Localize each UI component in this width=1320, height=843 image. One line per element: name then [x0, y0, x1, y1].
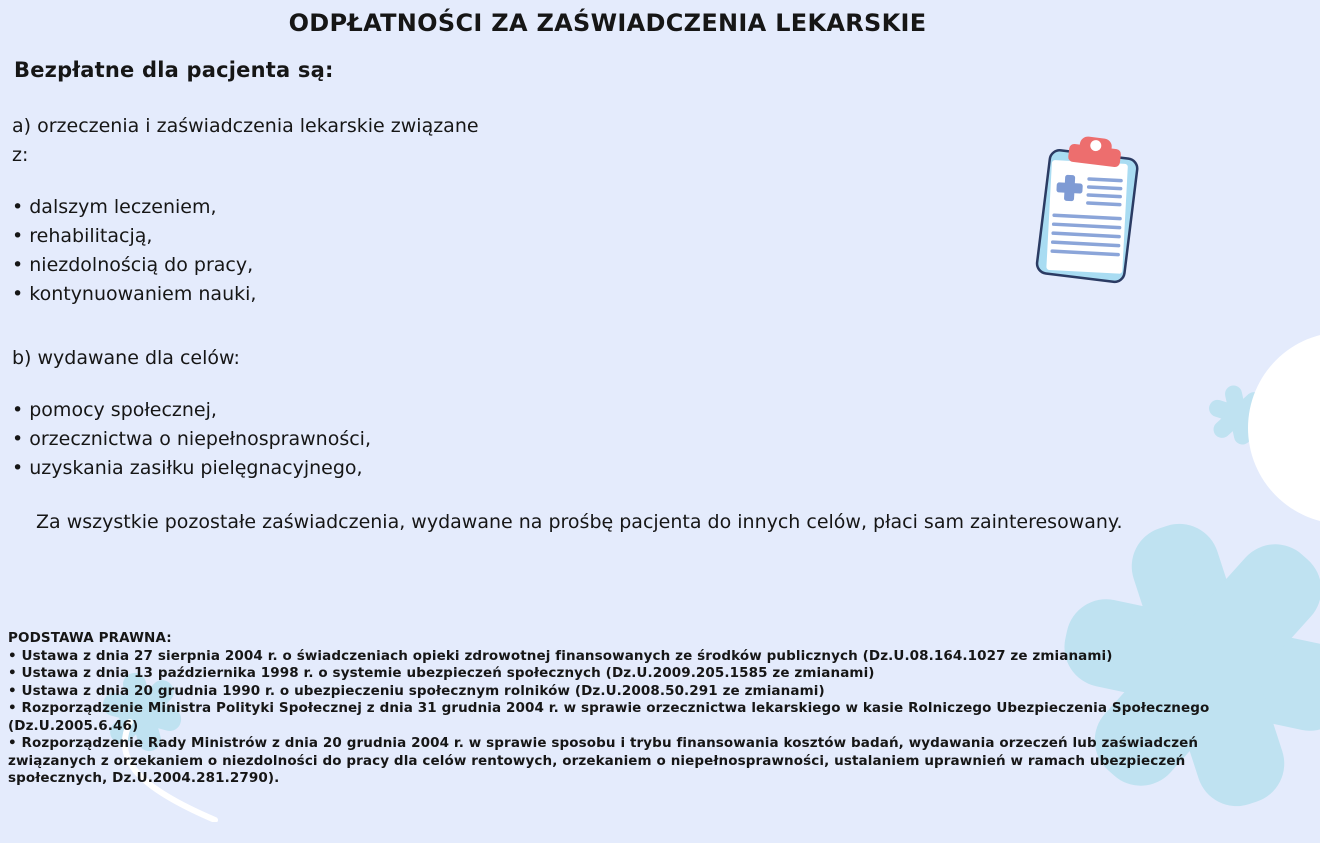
list-item: • pomocy społecznej,	[12, 396, 371, 425]
list-item: • rehabilitacją,	[12, 222, 256, 251]
circle-shape	[1248, 332, 1320, 524]
list-item: • uzyskania zasiłku pielęgnacyjnego,	[12, 454, 371, 483]
legal-basis-section	[8, 630, 1213, 788]
group-b-intro: b) wydawane dla celów:	[12, 347, 240, 369]
list-item: • kontynuowaniem nauki,	[12, 280, 256, 309]
legal-basis-heading: PODSTAWA PRAWNA:	[8, 630, 172, 646]
clipboard-icon	[1028, 132, 1146, 290]
free-section-heading: Bezpłatne dla pacjenta są:	[14, 58, 334, 82]
page-title: ODPŁATNOŚCI ZA ZAŚWIADCZENIA LEKARSKIE	[288, 9, 927, 37]
legal-item: • Rozporządzenie Rady Ministrów z dnia 20 grudnia 2004 r. w sprawie sposobu i trybu finansowania kosztów badań, wydawania orzeczeń lub zaświadczeń związanych z orzekaniem o niezdolności do pracy dla celów rentowych, orzekaniem o niepełnosprawności, ustalaniem uprawnień w ramach ubezpieczeń społecznych, Dz.U.2004.281.2790).	[8, 735, 1213, 788]
group-a-intro: a) orzeczenia i zaświadczenia lekarskie związane z:	[12, 115, 479, 166]
list-item: • niezdolnością do pracy,	[12, 251, 256, 280]
legal-item: • Ustawa z dnia 20 grudnia 1990 r. o ubezpieczeniu społecznym rolników (Dz.U.2008.50.291 ze zmianami)	[8, 683, 1213, 701]
legal-item: • Ustawa z dnia 13 października 1998 r. o systemie ubezpieczeń społecznych (Dz.U.2009.205.1585 ze zmianami)	[8, 665, 1213, 683]
payment-note: Za wszystkie pozostałe zaświadczenia, wydawane na prośbę pacjenta do innych celów, płaci sam zainteresowany.	[36, 511, 1123, 533]
list-item: • dalszym leczeniem,	[12, 193, 256, 222]
list-item: • orzecznictwa o niepełnosprawności,	[12, 425, 371, 454]
legal-item: • Ustawa z dnia 27 sierpnia 2004 r. o świadczeniach opieki zdrowotnej finansowanych ze środków publicznych (Dz.U.08.164.1027 ze zmianami)	[8, 648, 1213, 666]
group-b-list	[12, 396, 371, 483]
group-a-list	[12, 193, 256, 309]
legal-item: • Rozporządzenie Ministra Polityki Społecznej z dnia 31 grudnia 2004 r. w sprawie orzecznictwa lekarskiego w kasie Rolniczego Ubezpieczenia Społecznego (Dz.U.2005.6.46)	[8, 700, 1213, 735]
